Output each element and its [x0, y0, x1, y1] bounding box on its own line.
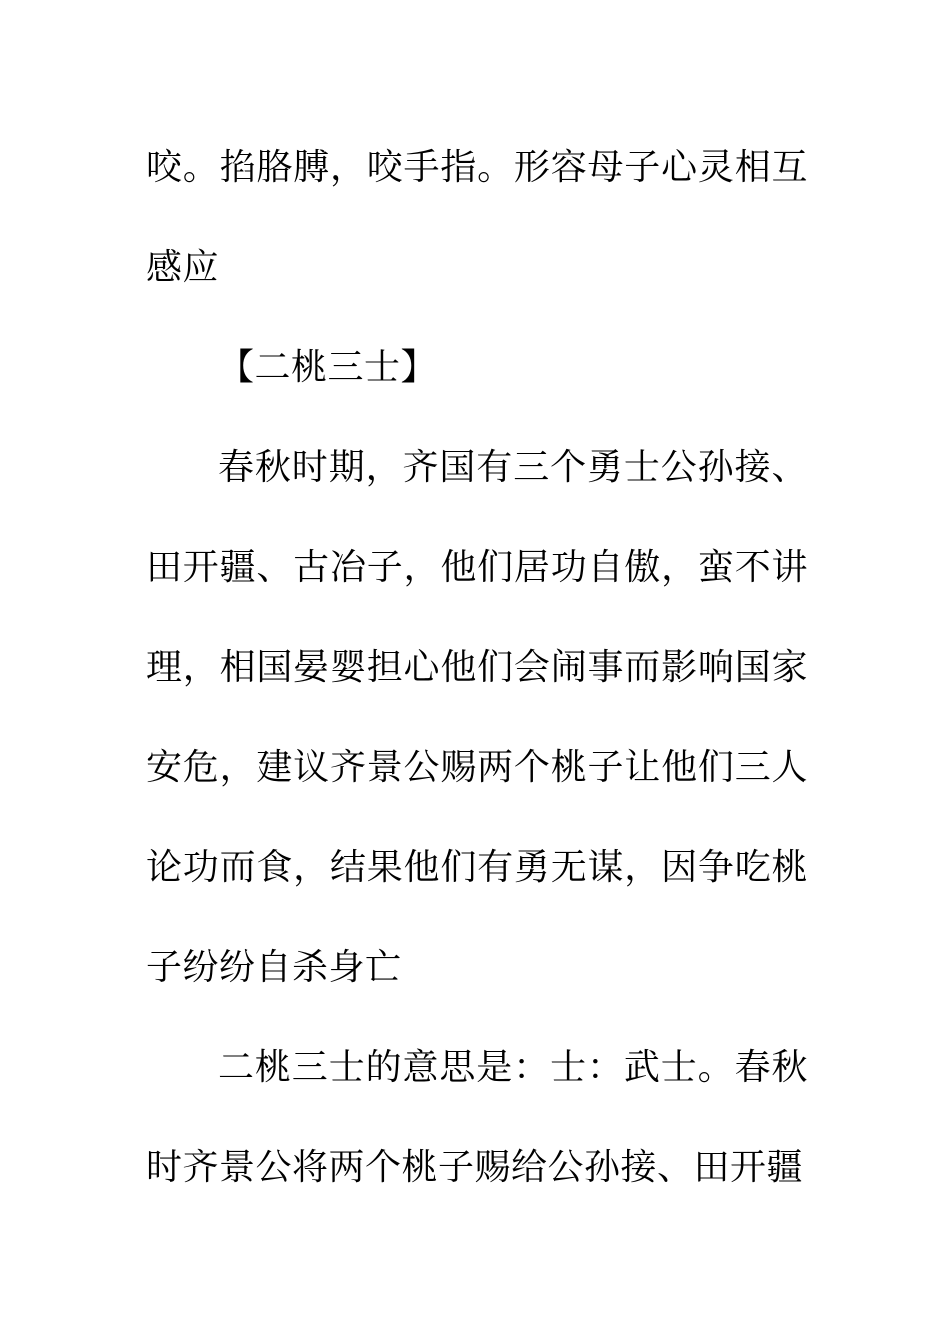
document-body — [146, 118, 808, 1218]
paragraph-story: 春秋时期，齐国有三个勇士公孙接、田开疆、古冶子，他们居功自傲，蛮不讲理，相国晏婴担心他们会闹事而影响国家安危，建议齐景公赐两个桃子让他们三人论功而食，结果他们有勇无谋，因争吃桃子纷纷自杀身亡 — [146, 447, 808, 988]
paragraph-meaning: 二桃三士的意思是：士：武士。春秋时齐景公将两个桃子赐给公孙接、田开疆 — [146, 1047, 808, 1188]
paragraph-continuation: 咬。掐胳膊，咬手指。形容母子心灵相互感应 — [146, 147, 808, 288]
section-heading: 【二桃三士】 — [218, 347, 438, 388]
